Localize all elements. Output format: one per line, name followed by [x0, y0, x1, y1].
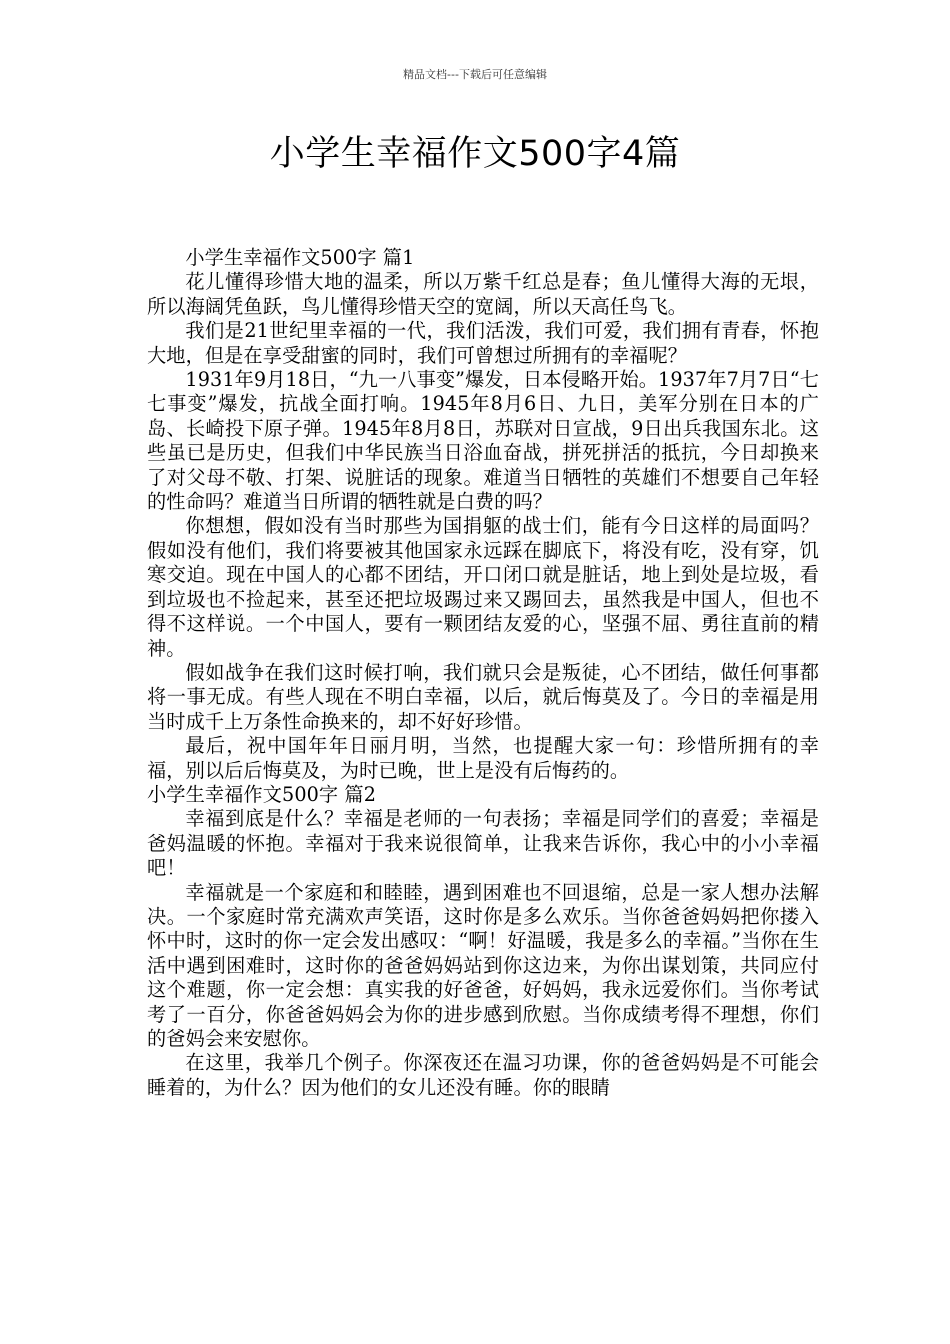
paragraph: 最后，祝中国年年日丽月明，当然，也提醒大家一句：珍惜所拥有的幸福，别以后后悔莫及，为时已晚，世上是没有后悔药的。 [147, 734, 819, 782]
paragraph: 在这里，我举几个例子。你深夜还在温习功课，你的爸爸妈妈是不可能会睡着的，为什么？因为他们的女儿还没有睡。你的眼睛 [147, 1051, 819, 1099]
paragraph: 你想想，假如没有当时那些为国捐躯的战士们，能有今日这样的局面吗？假如没有他们，我们将要被其他国家永远踩在脚底下，将没有吃，没有穿，饥寒交迫。现在中国人的心都不团结，开口闭口就是脏话，地上到处是垃圾，看到垃圾也不捡起来，甚至还把垃圾踢过来又踢回去，虽然我是中国人，但也不得不这样说。一个中国人，要有一颗团结友爱的心，坚强不屈、勇往直前的精神。 [147, 514, 819, 660]
document-title: 小学生幸福作文500字4篇 [269, 134, 681, 174]
paragraph: 1931年9月18日，“九一八事变”爆发，日本侵略开始。1937年7月7日“七七事变”爆发，抗战全面打响。1945年8月6日、九日，美军分别在日本的广岛、长崎投下原子弹。1945年8月8日，苏联对日宣战，9日出兵我国东北。这些虽已是历史，但我们中华民族当日浴血奋战，拼死拼活的抵抗，今日却换来了对父母不敬、打架、说脏话的现象。难道当日牺牲的英雄们不想要自己年轻的性命吗？难道当日所谓的牺牲就是白费的吗？ [147, 368, 819, 514]
paragraph: 假如战争在我们这时候打响，我们就只会是叛徒，心不团结，做任何事都将一事无成。有些人现在不明白幸福，以后，就后悔莫及了。今日的幸福是用当时成千上万条性命换来的，却不好好珍惜。 [147, 660, 819, 733]
paragraph: 花儿懂得珍惜大地的温柔，所以万紫千红总是春；鱼儿懂得大海的无垠，所以海阔凭鱼跃，鸟儿懂得珍惜天空的宽阔，所以天高任鸟飞。 [147, 270, 819, 318]
section-heading-1: 小学生幸福作文500字 篇1 [185, 246, 415, 269]
paragraph: 我们是21世纪里幸福的一代，我们活泼，我们可爱，我们拥有青春，怀抱大地，但是在享受甜蜜的同时，我们可曾想过所拥有的幸福呢？ [147, 319, 819, 367]
section-heading-2: 小学生幸福作文500字 篇2 [147, 782, 377, 806]
header-note: 精品文档---下载后可任意编辑 [403, 68, 547, 81]
paragraph: 幸福就是一个家庭和和睦睦，遇到困难也不回退缩，总是一家人想办法解决。一个家庭时常充满欢声笑语，这时你是多么欢乐。当你爸爸妈妈把你搂入怀中时，这时的你一定会发出感叹：“啊！好温暖，我是多么的幸福。”当你在生活中遇到困难时，这时你的爸爸妈妈站到你这边来，为你出谋划策，共同应付这个难题，你一定会想：真实我的好爸爸，好妈妈，我永远爱你们。当你考试考了一百分，你爸爸妈妈会为你的进步感到欣慰。当你成绩考得不理想，你们的爸妈会来安慰你。 [147, 880, 819, 1050]
paragraph: 幸福到底是什么？幸福是老师的一句表扬；幸福是同学们的喜爱；幸福是爸妈温暖的怀抱。幸福对于我来说很简单，让我来告诉你，我心中的小小幸福吧！ [147, 807, 819, 880]
document-body [147, 246, 819, 1100]
